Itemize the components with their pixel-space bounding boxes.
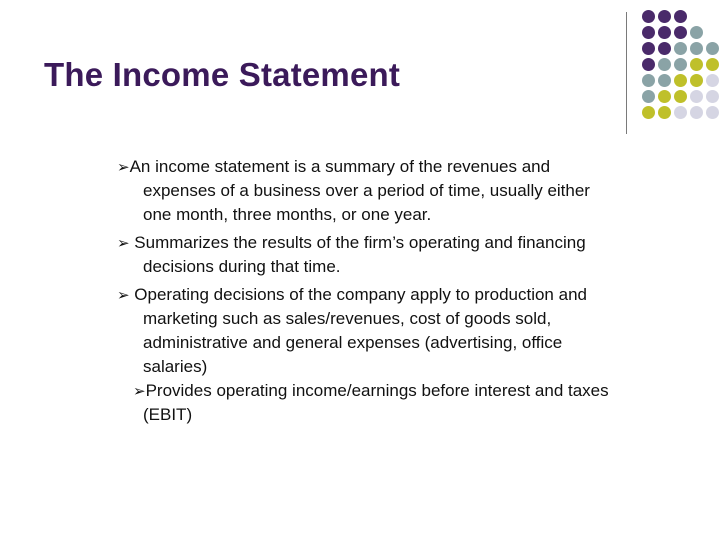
bullet-item	[117, 231, 586, 255]
decor-dot	[674, 106, 687, 119]
decor-dot	[690, 74, 703, 87]
decor-dot	[674, 42, 687, 55]
decor-dot	[690, 58, 703, 71]
bullet-item	[117, 155, 550, 179]
title-divider	[626, 12, 627, 134]
decor-dot	[658, 10, 671, 23]
decor-dot	[642, 106, 655, 119]
bullet-item	[117, 283, 587, 307]
decor-dot	[690, 106, 703, 119]
decor-dot	[674, 90, 687, 103]
decorative-dot-grid	[638, 10, 718, 122]
bullet-line: salaries)	[143, 357, 208, 376]
bullet-line: marketing such as sales/revenues, cost of goods sold,	[143, 309, 552, 328]
bullet-line: decisions during that time.	[143, 257, 341, 276]
bullet-line: one month, three months, or one year.	[143, 205, 432, 224]
decor-dot	[642, 26, 655, 39]
decor-dot	[706, 42, 719, 55]
decor-dot	[690, 42, 703, 55]
decor-dot	[706, 58, 719, 71]
bullet-arrow-icon: ➢	[117, 286, 130, 304]
bullet-arrow-icon: ➢	[117, 158, 130, 176]
bullet-line: (EBIT)	[143, 405, 193, 424]
bullet-item	[133, 379, 609, 403]
decor-dot	[642, 10, 655, 23]
decor-dot	[706, 106, 719, 119]
decor-dot	[674, 74, 687, 87]
decor-dot	[658, 42, 671, 55]
decor-dot	[658, 106, 671, 119]
bullet-arrow-icon: ➢	[133, 382, 146, 400]
decor-dot	[674, 26, 687, 39]
decor-dot	[706, 90, 719, 103]
bullet-line: An income statement is a summary of the revenues and	[129, 157, 551, 176]
decor-dot	[658, 90, 671, 103]
decor-dot	[658, 58, 671, 71]
bullet-line: Provides operating income/earnings before interest and taxes	[145, 381, 609, 400]
decor-dot	[674, 58, 687, 71]
decor-dot	[658, 26, 671, 39]
decor-dot	[690, 26, 703, 39]
bullet-line: Summarizes the results of the firm’s operating and financing	[129, 233, 586, 252]
decor-dot	[642, 74, 655, 87]
slide-title: The Income Statement	[44, 56, 401, 93]
bullet-arrow-icon: ➢	[117, 234, 130, 252]
bullet-line: administrative and general expenses (advertising, office	[143, 333, 563, 352]
decor-dot	[642, 58, 655, 71]
bullet-line: Operating decisions of the company apply to production and	[129, 285, 587, 304]
decor-dot	[674, 10, 687, 23]
decor-dot	[690, 90, 703, 103]
decor-dot	[642, 90, 655, 103]
decor-dot	[706, 74, 719, 87]
decor-dot	[642, 42, 655, 55]
bullet-line: expenses of a business over a period of time, usually either	[143, 181, 590, 200]
decor-dot	[658, 74, 671, 87]
